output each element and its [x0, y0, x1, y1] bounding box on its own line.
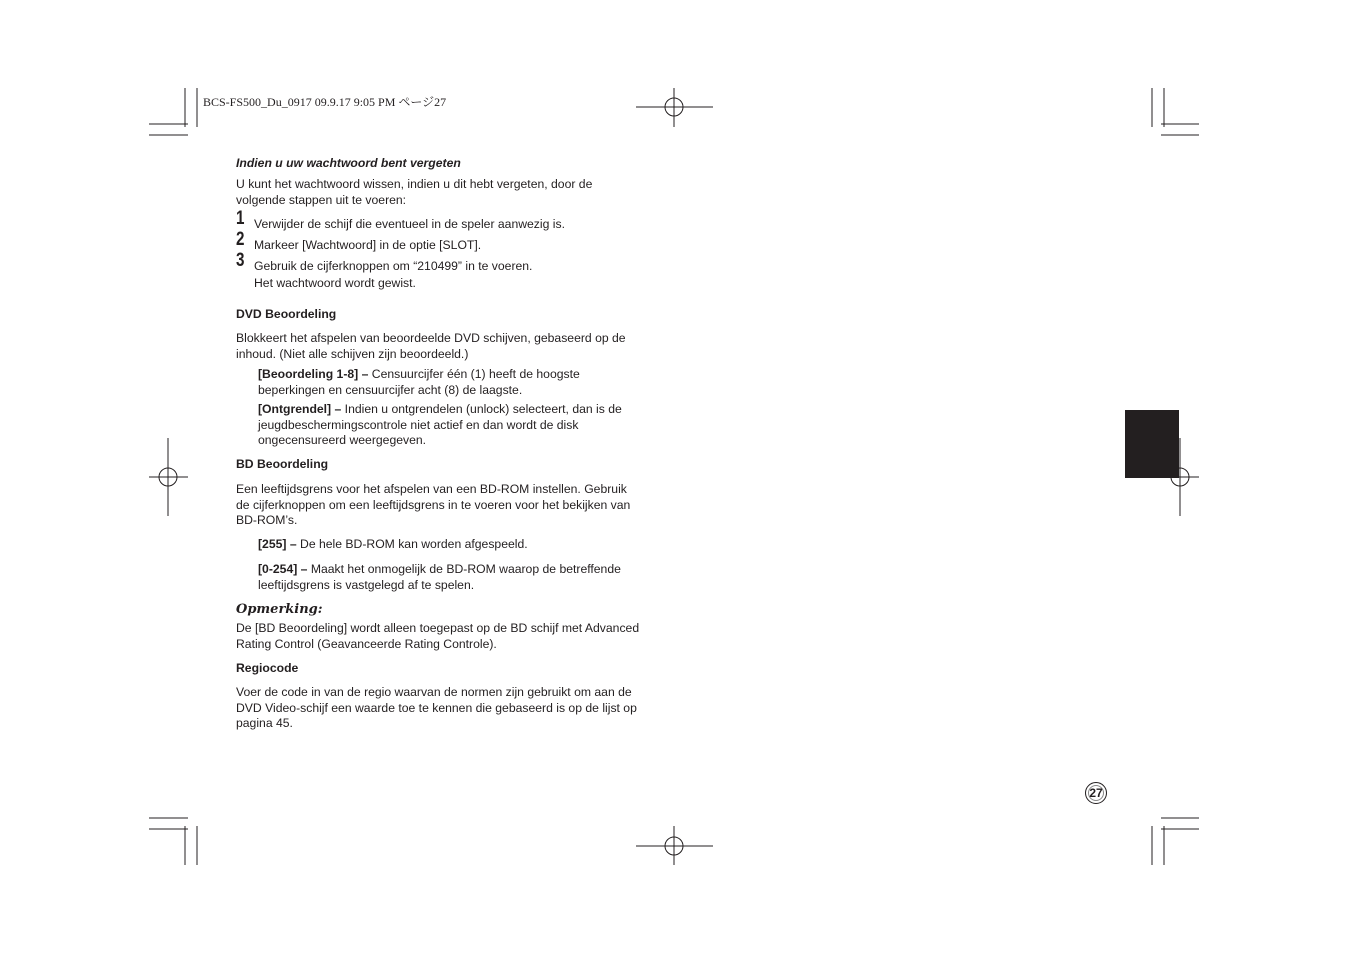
print-info-header: BCS-FS500_Du_0917 09.9.17 9:05 PM ページ27	[203, 95, 447, 109]
note-text: De [BD Beoordeling] wordt alleen toegepast op de BD schijf met Advanced Rating Control (Geavanceerde Rating Controle).	[236, 621, 640, 651]
dvd-rating-intro: Blokkeert het afspelen van beoordeelde DVD schijven, gebaseerd op de inhoud. (Niet alle schijven zijn beoordeeld.)	[236, 331, 626, 361]
forgot-password-heading: Indien u uw wachtwoord bent vergeten	[236, 156, 461, 170]
forgot-password-intro: U kunt het wachtwoord wissen, indien u dit hebt vergeten, door de volgende stappen uit te voeren:	[236, 177, 593, 207]
bd-rating-heading: BD Beoordeling	[236, 457, 329, 471]
bd-rating-option-255: [255] – De hele BD-ROM kan worden afgespeeld.	[258, 537, 528, 551]
step-number: 3	[236, 250, 245, 271]
step-number: 2	[236, 229, 245, 250]
step-text: Markeer [Wachtwoord] in de optie [SLOT].	[254, 238, 482, 252]
region-code-heading: Regiocode	[236, 661, 299, 675]
step-text: Gebruik de cijferknoppen om “210499” in te voeren.	[254, 259, 533, 273]
dvd-rating-option-unlock: [Ontgrendel] – Indien u ontgrendelen (unlock) selecteert, dan is de jeugdbeschermingscontrole niet actief en dan wordt de disk ongecensureerd weergegeven.	[258, 402, 622, 448]
step-text-result: Het wachtwoord wordt gewist.	[254, 276, 416, 290]
section-tab	[1125, 410, 1179, 478]
region-code-text: Voer de code in van de regio waarvan de normen zijn gebruikt om aan de DVD Video-schijf een waarde toe te kennen die gebaseerd is op de lijst op pagina 45.	[236, 685, 637, 731]
bd-rating-intro: Een leeftijdsgrens voor het afspelen van een BD-ROM instellen. Gebruik de cijferknoppen om een leeftijdsgrens in te voeren voor het bekijken van BD-ROM’s.	[236, 482, 631, 528]
dvd-rating-heading: DVD Beoordeling	[236, 307, 337, 321]
dvd-rating-option-1-8: [Beoordeling 1-8] – Censuurcijfer één (1) heeft de hoogste beperkingen en censuurcijfer acht (8) de laagste.	[258, 367, 580, 397]
page-number: 27	[1085, 782, 1107, 804]
step-number: 1	[236, 208, 245, 229]
step-text: Verwijder de schijf die eventueel in de speler aanwezig is.	[254, 217, 565, 231]
note-heading: Opmerking:	[236, 602, 323, 617]
bd-rating-option-0-254: [0-254] – Maakt het onmogelijk de BD-ROM waarop de betreffende leeftijdsgrens is vastgelegd af te spelen.	[258, 562, 621, 592]
